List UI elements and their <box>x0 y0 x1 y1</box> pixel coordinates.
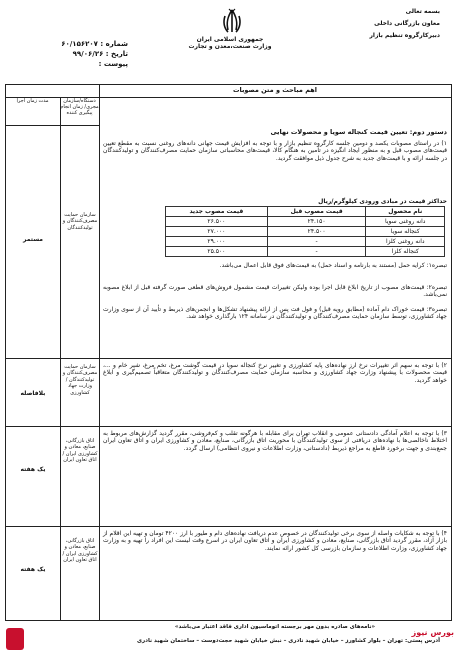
paragraph-3: ۳) با توجه به اعلام آمادگی دادستانی عمومی و انقلاب تهران برای مقابله با هرگونه تقلب و کم‌فروشی، مقرر گردید گزارش‌های مربوط به اختلاط ناخالصی‌ها با نهاده‌های دریافتی از سوی تولیدکنندگان با محوریت اتاق بازرگانی، صنایع، معادن و کشاورزی ایران و اتاق تعاون ایران جمع‌بندی و جهت برخورد قاطع به مراجع ذیربط (دادستانی، وزارت اطلاعات و نیروی انتظامی) ارسال گردد. <box>103 430 447 452</box>
column-divider <box>99 84 100 621</box>
number-value: ۶۰/۱۵۶۲۰۷ <box>61 40 98 48</box>
cell-new-price: ۲۹.۰۰۰ <box>166 237 268 247</box>
executor-2: سازمان حمایت مصرف‌کنندگان و تولیدکنندگان / وزارت جهاد کشاورزی <box>62 364 98 396</box>
letter-meta <box>8 40 128 70</box>
duration-2: بلافاصله <box>20 390 46 397</box>
col-new-price: قیمت مصوب جدید <box>166 207 268 217</box>
duration-1: مستمر <box>22 236 44 243</box>
agenda-title: دستور دوم: تعیین قیمت کنجاله سویا و محصولات نهایی <box>270 128 447 136</box>
executor-3: اتاق بازرگانی، صنایع، معادن و کشاورزی ایران / اتاق تعاون ایران <box>62 438 98 464</box>
cell-old-price: ۲۴.۵۰۰ <box>267 227 366 237</box>
row-divider <box>5 526 452 527</box>
cell-product: دانه روغنی کلزا <box>366 237 445 247</box>
note-2: تبصره۲: قیمت‌های مصوب از تاریخ ابلاغ قابل اجرا بوده ولیکن تغییرات قیمت مشمول فروش‌های قطعی صورت گرفته قبل از ابلاغ مصوبه نمی‌باشد. <box>103 284 447 299</box>
duration-4: یک هفته <box>20 566 46 573</box>
duration-3: یک هفته <box>20 466 46 473</box>
republic-title <box>170 36 290 50</box>
cell-product: کنجاله کلزا <box>366 247 445 257</box>
watermark-text: بورس نیوز <box>411 628 454 637</box>
col-old-price: قیمت مصوب قبل <box>267 207 366 217</box>
number-label: شماره : <box>100 40 128 48</box>
republic-name: جمهوری اسلامی ایران <box>196 36 264 43</box>
row-divider <box>5 426 452 427</box>
date-label: تاریخ : <box>105 50 128 58</box>
header-executor: دستگاه/سازمان مجری/ زمان انجام پیگیری کننده <box>60 98 99 126</box>
price-caption: حداکثر قیمت در مبادی ورودی کیلوگرم/ریال <box>318 198 447 205</box>
letter-number <box>8 40 128 50</box>
row-divider <box>5 358 452 359</box>
paragraph-1: ۱) در راستای مصوبات یکصد و دومین جلسه کارگروه تنظیم بازار و با توجه به افزایش قیمت جهانی دانه‌های روغنی نسبت به مقطع تعیین قیمت‌های مصوب قبل و به منظور ایجاد انگیزه در تأمین به هنگام کالا، قیمت‌های محاسباتی سازمان حمایت مصرف‌کنندگان و تولیدکنندگان در جلسه ارائه و با قیمت‌های جدید به شرح جدول ذیل موافقت گردید. <box>103 140 447 162</box>
ministry-line-1: معاون بازرگانی داخلی <box>374 20 440 27</box>
cell-product: دانه روغنی سویا <box>366 217 445 227</box>
note-3: تبصره۳: قیمت خوراک دام آماده (مطابق رویه قبل) و فول فت پس از ارائه پیشنهاد تشکل‌ها و انجمن‌های ذیربط و تأیید آن از سوی وزارت جهاد کشاورزی، توسط سازمان حمایت مصرف‌کنندگان و تولیدکنندگان در سامانه ۱۲۴ بارگذاری خواهد شد. <box>103 306 447 321</box>
ministry-block <box>330 6 440 42</box>
ministry-name: وزارت صنعت،معدن و تجارت <box>188 43 272 50</box>
cell-new-price: ۲۵.۵۰۰ <box>166 247 268 257</box>
footer-note: «نامه‌های صادره بدون مهر برجسته اتوماسیون اداری فاقد اعتبار می‌باشد» <box>174 624 376 630</box>
ministry-line-2: دبیرکارگروه تنظیم بازار <box>369 32 440 39</box>
subject-title: اهم مباحث و متن مصوبات <box>232 86 318 94</box>
table-row <box>166 237 445 247</box>
bismillah: بسمه تعالی <box>405 8 440 15</box>
cell-old-price: - <box>267 237 366 247</box>
cell-old-price: - <box>267 247 366 257</box>
letter-attachment <box>8 60 128 70</box>
price-table <box>165 206 445 257</box>
executor-1: سازمان حمایت مصرف‌کنندگان و تولیدکنندگان <box>62 212 98 231</box>
cell-new-price: ۲۶.۵۰۰ <box>166 217 268 227</box>
iran-emblem-icon <box>218 8 246 36</box>
date-value: ۹۹/۰۶/۲۶ <box>72 50 104 58</box>
paragraph-2: ۲) با توجه به سهم اثر تغییرات نرخ ارز نهاده‌های پایه کشاورزی و تغییر نرخ کنجاله سویا در قیمت گوشت مرغ، تخم مرغ، شیر خام و ...، قیمت محصولات با پیشنهاد وزارت جهاد کشاورزی و محاسبه سازمان حمایت مصرف‌کنندگان و تولیدکنندگان متعاقباً تصمیم‌گیری و ابلاغ خواهد گردید. <box>103 362 447 384</box>
footer-address: آدرس پستی: تهران – بلوار کشاورز – خیابان شهید نادری – نبش خیابان شهید حجت‌دوست – ساختمان شهید نادری <box>136 638 440 644</box>
note-1: تبصره۱: کرایه حمل (مستند به بارنامه و اسناد حمل) به قیمت‌های فوق قابل اعمال می‌باشد. <box>219 262 447 269</box>
cell-new-price: ۲۷.۰۰۰ <box>166 227 268 237</box>
table-row <box>166 227 445 237</box>
col-product: نام محصول <box>366 207 445 217</box>
site-logo-icon <box>6 628 24 650</box>
column-divider <box>60 98 61 621</box>
letter-date <box>8 50 128 60</box>
table-row <box>166 247 445 257</box>
cell-old-price: ۲۴.۱۵۰ <box>267 217 366 227</box>
paragraph-4: ۴) با توجه به شکایات واصله از سوی برخی تولیدکنندگان در خصوص عدم دریافت نهاده‌های دام و طیور با ارز ۴۲۰۰ تومان و تهیه این اقلام از بازار آزاد، مقرر گردید اتاق بازرگانی، صنایع، معادن و کشاورزی ایران و اتاق تعاون ایران در اسرع وقت لیست این افراد را تهیه و به وزارت جهاد کشاورزی، وزارت اطلاعات و سازمان بازرسی کل کشور ارائه نمایند. <box>103 530 447 552</box>
header-duration: مدت زمان اجرا <box>5 98 60 126</box>
table-row <box>166 217 445 227</box>
executor-4: اتاق بازرگانی، صنایع، معادن و کشاورزی ایران / اتاق تعاون ایران <box>62 538 98 564</box>
price-table-header <box>166 207 445 217</box>
attachment-label: پیوست : <box>98 60 128 68</box>
cell-product: کنجاله سویا <box>366 227 445 237</box>
